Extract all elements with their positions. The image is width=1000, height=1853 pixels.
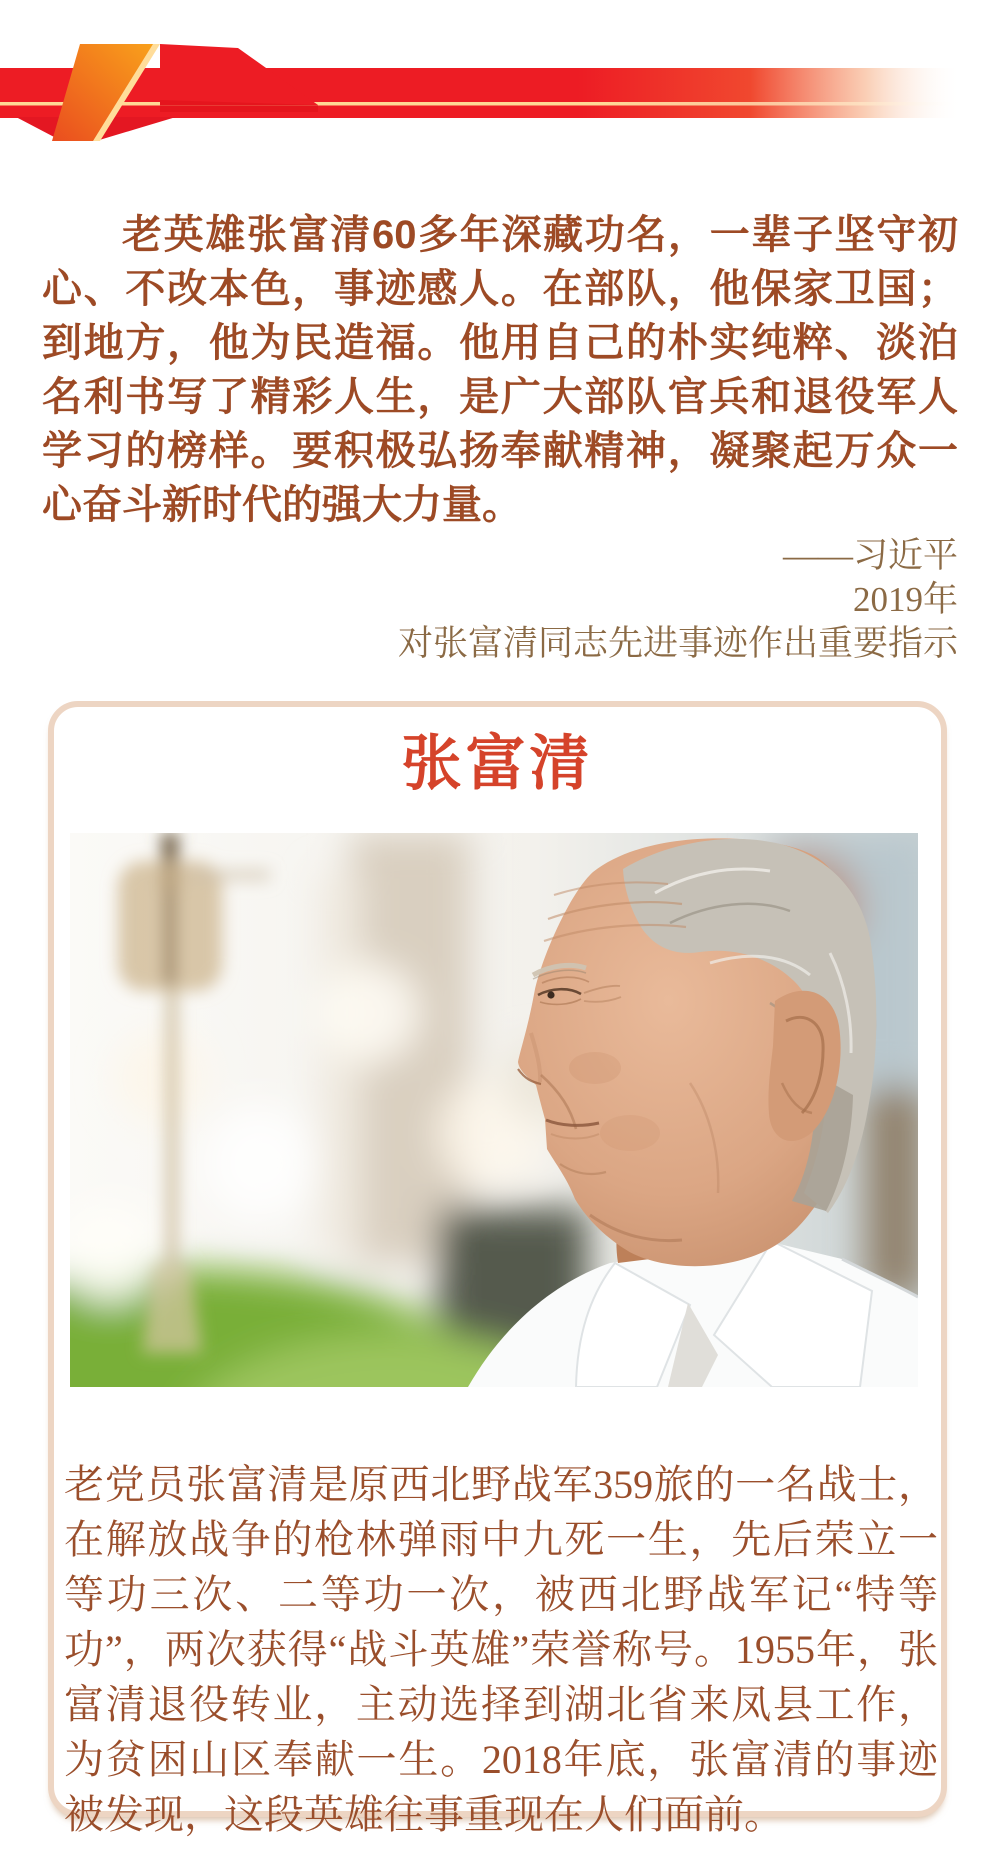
attribution-author: ——习近平 [782, 536, 958, 575]
portrait-photo [70, 833, 918, 1387]
ribbon-graphic [0, 0, 1000, 170]
attribution-note: 对张富清同志先进事迹作出重要指示 [397, 624, 958, 663]
profile-card [48, 701, 947, 1837]
profile-description: 老党员张富清是原西北野战军359旅的一名战士，在解放战争的枪林弹雨中九死一生，先后荣立一等功三次、二等功一次，被西北野战军记“特等功”，两次获得“战斗英雄”荣誉称号。1955年，张富清退役转业，主动选择到湖北省来凤县工作，为贫困山区奉献一生。2018年底，张富清的事迹被发现，这段英雄往事重现在人们面前。 [64, 1462, 938, 1837]
quote-attribution [42, 534, 958, 666]
quote-text: 老英雄张富清60多年深藏功名，一辈子坚守初心、不改本色，事迹感人。在部队，他保家卫国；到地方，他为民造福。他用自己的朴实纯粹、淡泊名利书写了精彩人生，是广大部队官兵和退役军人学习的榜样。要积极弘扬奉献精神，凝聚起万众一心奋斗新时代的强大力量。 [42, 213, 958, 527]
attribution-year: 2019年 [852, 580, 958, 619]
profile-name-title: 张富清 [401, 731, 594, 797]
red-ribbon-banner [0, 0, 1000, 170]
portrait-photo-graphic [70, 833, 918, 1387]
